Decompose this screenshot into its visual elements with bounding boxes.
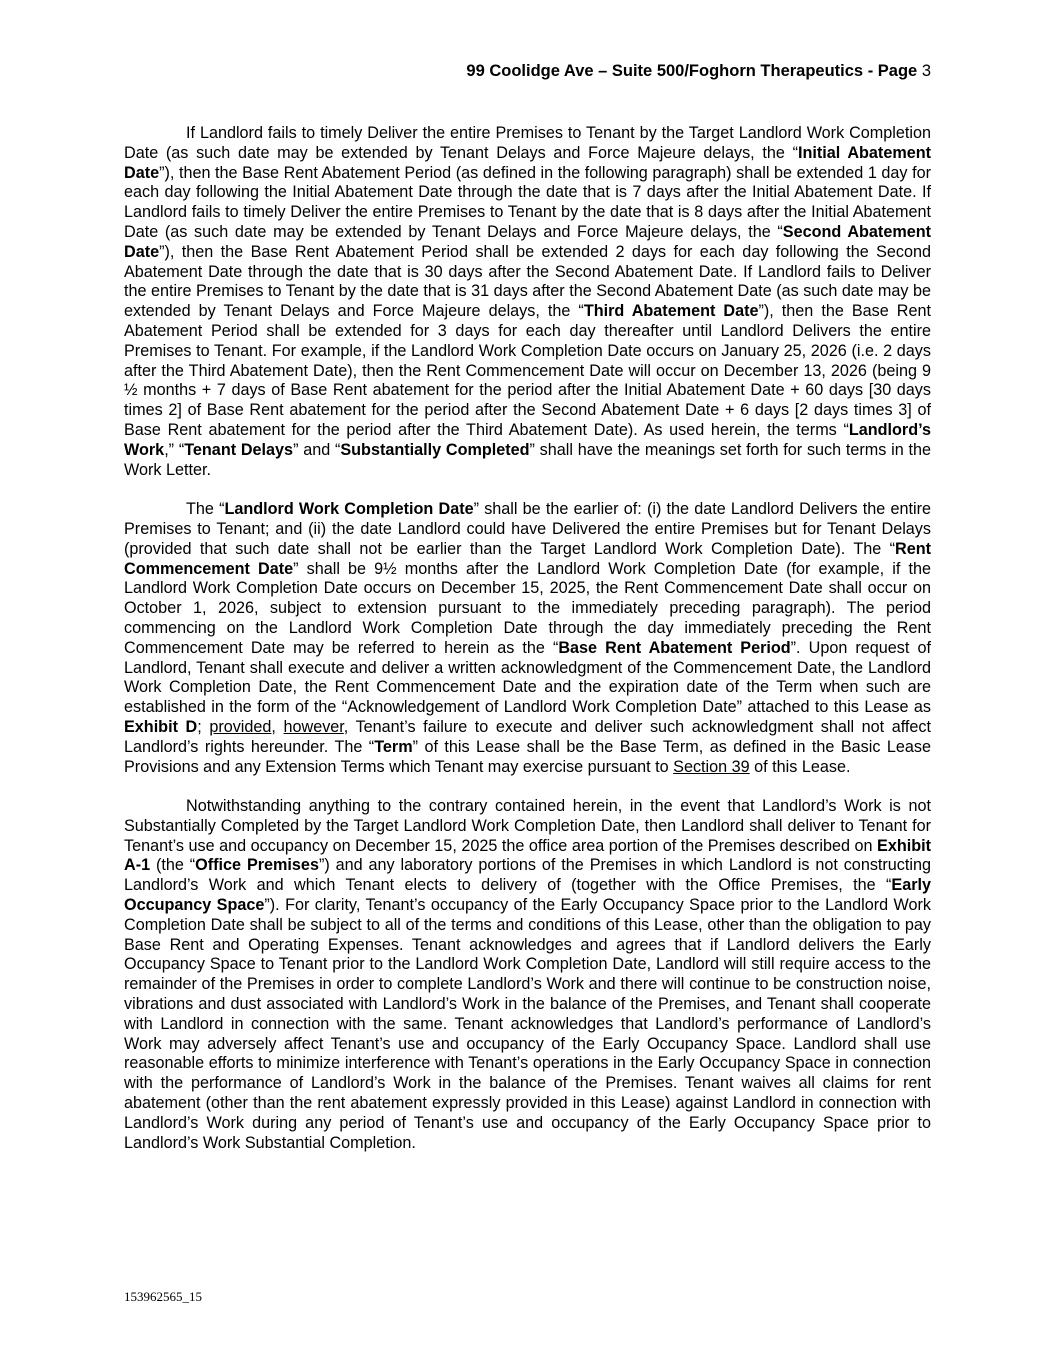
header-title: 99 Coolidge Ave – Suite 500/Foghorn Therapeutics - Page xyxy=(466,62,918,80)
defined-term: Landlord Work Completion Date xyxy=(224,500,474,519)
text-run: If Landlord fails to timely Deliver the entire Premises to Tenant by the Target Landlord Work Completion Date (as such date may be extended by Tenant Delays and Force Majeure delays, the “ xyxy=(124,124,931,162)
underlined-text: provided xyxy=(209,717,272,736)
text-run: of this Lease. xyxy=(749,757,851,776)
text-run: ”), then the Base Rent Abatement Period (as defined in the following paragraph) shall be extended 1 day for each day following the Initial Abatement Date through the date that is 7 days after the Initial Abatement Date. If Landlord fails to timely Deliver the entire Premises to Tenant by the date that is 8 days after the Initial Abatement Date (as such date may be extended by Tenant Delays and Force Majeure delays, the “ xyxy=(124,163,931,241)
defined-term: Initial Abatement Date xyxy=(124,143,932,182)
text-run: ; xyxy=(197,717,210,736)
paragraph-abatement xyxy=(124,124,931,480)
text-run: , xyxy=(271,717,284,736)
text-run: ”). For clarity, Tenant’s occupancy of the Early Occupancy Space prior to the Landlord Work Completion Date shall be subject to all of the terms and conditions of this Lease, other than the obligation to pay Base Rent and Operating Expenses. Tenant acknowledges and agrees that if Landlord delivers the Early Occupancy Space to Tenant prior to the Landlord Work Completion Date, Landlord will still require access to the remainder of the Premises in order to complete Landlord’s Work and there will continue to be construction noise, vibrations and dust associated with Landlord’s Work in the balance of the Premises, and Tenant shall cooperate with Landlord in connection with the same. Tenant acknowledges that Landlord’s performance of Landlord’s Work may adversely affect Tenant’s use and occupancy of the Early Occupancy Space. Landlord shall use reasonable efforts to minimize interference with Tenant’s operations in the Early Occupancy Space in connection with the performance of Landlord’s Work in the balance of the Premises. Tenant waives all claims for rent abatement (other than the rent abatement expressly provided in this Lease) against Landlord in connection with Landlord’s Work during any period of Tenant’s use and occupancy of the Early Occupancy Space prior to Landlord’s Work Substantial Completion. xyxy=(124,896,931,1152)
text-run: ” shall be 9½ months after the Landlord Work Completion Date (for example, if the Landlord Work Completion Date occurs on December 15, 2025, the Rent Commencement Date shall occur on October 1, 2026, subject to extension pursuant to the immediately preceding paragraph). The period commencing on the Landlord Work Completion Date through the day immediately preceding the Rent Commencement Date may be referred to herein as the “ xyxy=(124,559,931,657)
text-run: ” and “ xyxy=(293,440,341,459)
defined-term: Landlord’s Work xyxy=(124,420,931,459)
text-run: ” of this Lease shall be the Base Term, as defined in the Basic Lease Provisions and any Extension Terms which Tenant may exercise pursuant to xyxy=(124,737,932,776)
text-run: ,” “ xyxy=(164,440,185,459)
paragraph-early-occupancy xyxy=(124,797,931,1153)
defined-term: Office Premises xyxy=(195,856,319,875)
defined-term: Term xyxy=(374,737,413,756)
text-run: The “ xyxy=(186,500,225,519)
text-run: ” shall have the meanings set forth for such terms in the Work Letter. xyxy=(124,440,931,479)
page-header xyxy=(466,62,931,81)
defined-term: Third Abatement Date xyxy=(583,302,759,321)
defined-term: Exhibit D xyxy=(124,717,198,736)
underlined-text: however xyxy=(283,717,344,736)
text-run: ”), then the Base Rent Abatement Period shall be extended 2 days for each day following the Second Abatement Date through the date that is 30 days after the Second Abatement Date. If Landlord fails to Deliver the entire Premises to Tenant by the date that is 31 days after the Second Abatement Date (as such date may be extended by Tenant Delays and Force Majeure delays, the “ xyxy=(124,242,931,321)
defined-term: Rent Commencement Date xyxy=(124,539,931,578)
defined-term: Substantially Completed xyxy=(340,440,530,459)
text-run: Notwithstanding anything to the contrary contained herein, in the event that Landlord’s Work is not Substantially Completed by the Target Landlord Work Completion Date, then Landlord shall deliver to Tenant for Tenant’s use and occupancy on December 15, 2025 the office area portion of the Premises described on xyxy=(124,797,931,855)
text-run: ”) and any laboratory portions of the Premises in which Landlord is not constructing Landlord’s Work and which Tenant elects to delivery of (together with the Office Premises, the “ xyxy=(124,856,931,895)
text-run: ” shall be the earlier of: (i) the date Landlord Delivers the entire Premises to Tenant; and (ii) the date Landlord could have Delivered the entire Premises but for Tenant Delays (provided that such date shall not be earlier than the Target Landlord Work Completion Date). The “ xyxy=(124,500,931,558)
text-run: (the “ xyxy=(150,856,196,875)
footer-doc-id: 153962565_15 xyxy=(124,1289,202,1304)
defined-term: Tenant Delays xyxy=(184,440,294,459)
document-body xyxy=(124,124,931,1173)
defined-term: Exhibit A-1 xyxy=(124,836,931,875)
text-run: ”. Upon request of Landlord, Tenant shall execute and deliver a written acknowledgment of the Commencement Date, the Landlord Work Completion Date, the Rent Commencement Date and the expiration date of the Term when such are established in the form of the “Acknowledgement of Landlord Work Completion Date” attached to this Lease as xyxy=(124,638,931,717)
paragraph-completion-date xyxy=(124,500,931,777)
underlined-text: Section 39 xyxy=(673,757,750,776)
header-page-number: 3 xyxy=(921,62,931,80)
text-run: ”), then the Base Rent Abatement Period shall be extended for 3 days for each day thereafter until Landlord Delivers the entire Premises to Tenant. For example, if the Landlord Work Completion Date occurs on January 25, 2026 (i.e. 2 days after the Third Abatement Date), then the Rent Commencement Date will occur on December 13, 2026 (being 9 ½ months + 7 days of Base Rent abatement for the period after the Initial Abatement Date + 60 days [30 days times 2] of Base Rent abatement for the period after the Second Abatement Date + 6 days [2 days times 3] of Base Rent abatement for the period after the Third Abatement Date). As used herein, the terms “ xyxy=(124,302,931,439)
defined-term: Second Abatement Date xyxy=(124,222,931,261)
defined-term: Early Occupancy Space xyxy=(124,876,931,915)
defined-term: Base Rent Abatement Period xyxy=(558,638,791,657)
text-run: , Tenant’s failure to execute and deliver such acknowledgment shall not affect Landlord’s rights hereunder. The “ xyxy=(124,717,932,756)
